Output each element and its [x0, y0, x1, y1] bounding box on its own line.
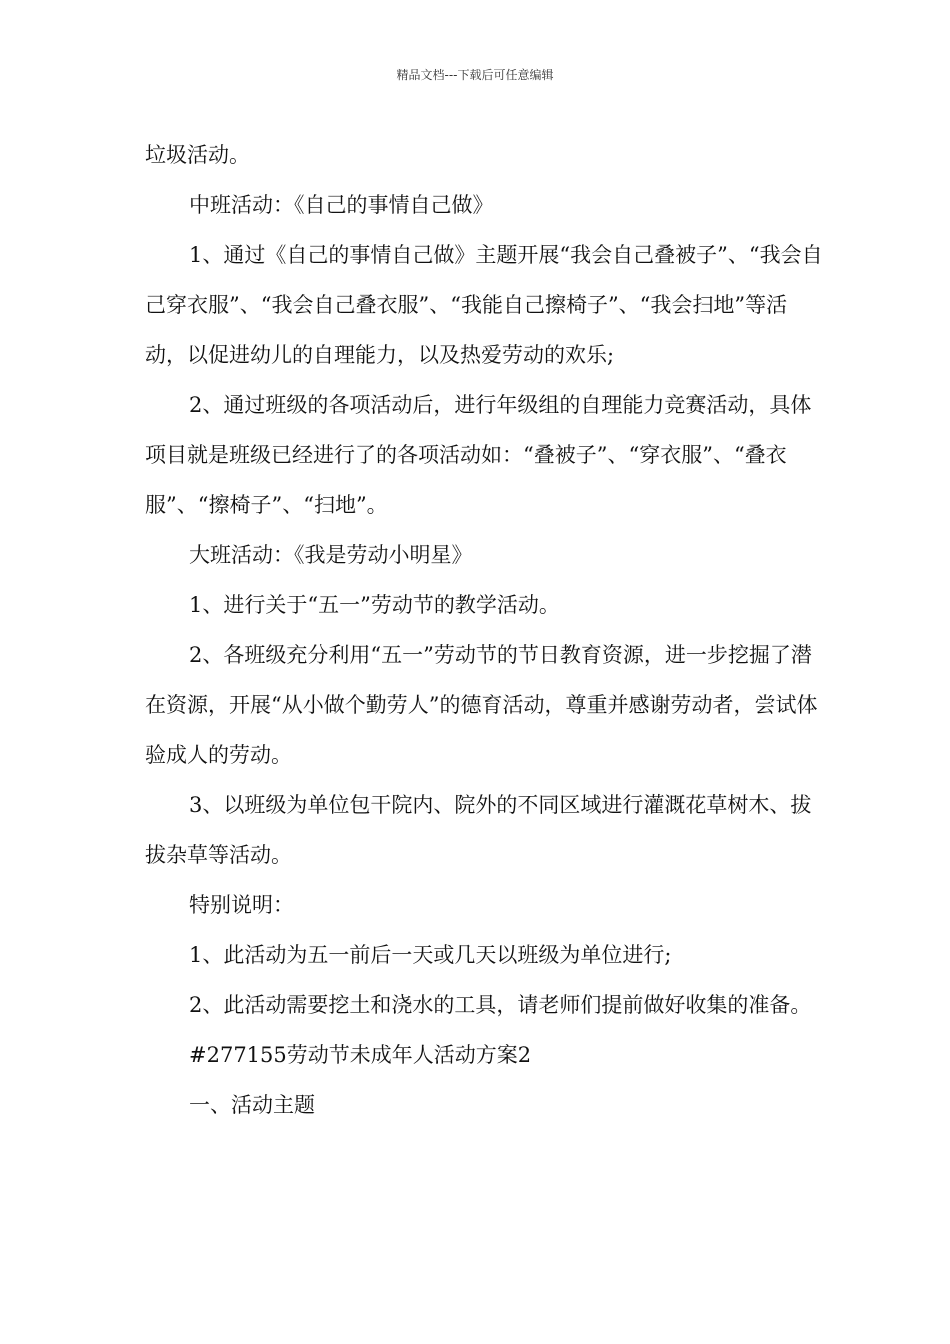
paragraph-special-note-1: 1、此活动为五一前后一天或几天以班级为单位进行; [189, 943, 672, 967]
paragraph-continuation: 垃圾活动。 [145, 143, 250, 167]
document-body [145, 130, 825, 1130]
paragraph-middle-class-item-1: 1、通过《自己的事情自己做》主题开展“我会自己叠被子”、“我会自己穿衣服”、“我会自己叠衣服”、“我能自己擦椅子”、“我会扫地”等活动，以促进幼儿的自理能力，以及热爱劳动的欢乐; [145, 243, 823, 367]
paragraph-senior-class-item-1: 1、进行关于“五一”劳动节的教学活动。 [189, 593, 560, 617]
paragraph-special-note-2: 2、此活动需要挖土和浇水的工具，请老师们提前做好收集的准备。 [189, 993, 812, 1017]
paragraph-special-notes-heading: 特别说明： [189, 893, 294, 917]
paragraph-senior-class-item-2: 2、各班级充分利用“五一”劳动节的节日教育资源，进一步挖掘了潜在资源，开展“从小做个勤劳人”的德育活动，尊重并感谢劳动者，尝试体验成人的劳动。 [145, 643, 818, 767]
paragraph-senior-class-item-3: 3、以班级为单位包干院内、院外的不同区域进行灌溉花草树木、拔拔杂草等活动。 [145, 793, 812, 867]
paragraph-middle-class-item-2: 2、通过班级的各项活动后，进行年级组的自理能力竞赛活动，具体项目就是班级已经进行了的各项活动如：“叠被子”、“穿衣服”、“叠衣服”、“擦椅子”、“扫地”。 [145, 393, 812, 517]
paragraph-senior-class-heading: 大班活动：《我是劳动小明星》 [189, 543, 473, 567]
paragraph-plan-2-title: #277155劳动节未成年人活动方案2 [189, 1043, 532, 1067]
paragraph-section-1-heading: 一、活动主题 [189, 1093, 315, 1117]
paragraph-middle-class-heading: 中班活动：《自己的事情自己做》 [189, 193, 494, 217]
page-header: 精品文档---下载后可任意编辑 [396, 68, 554, 82]
